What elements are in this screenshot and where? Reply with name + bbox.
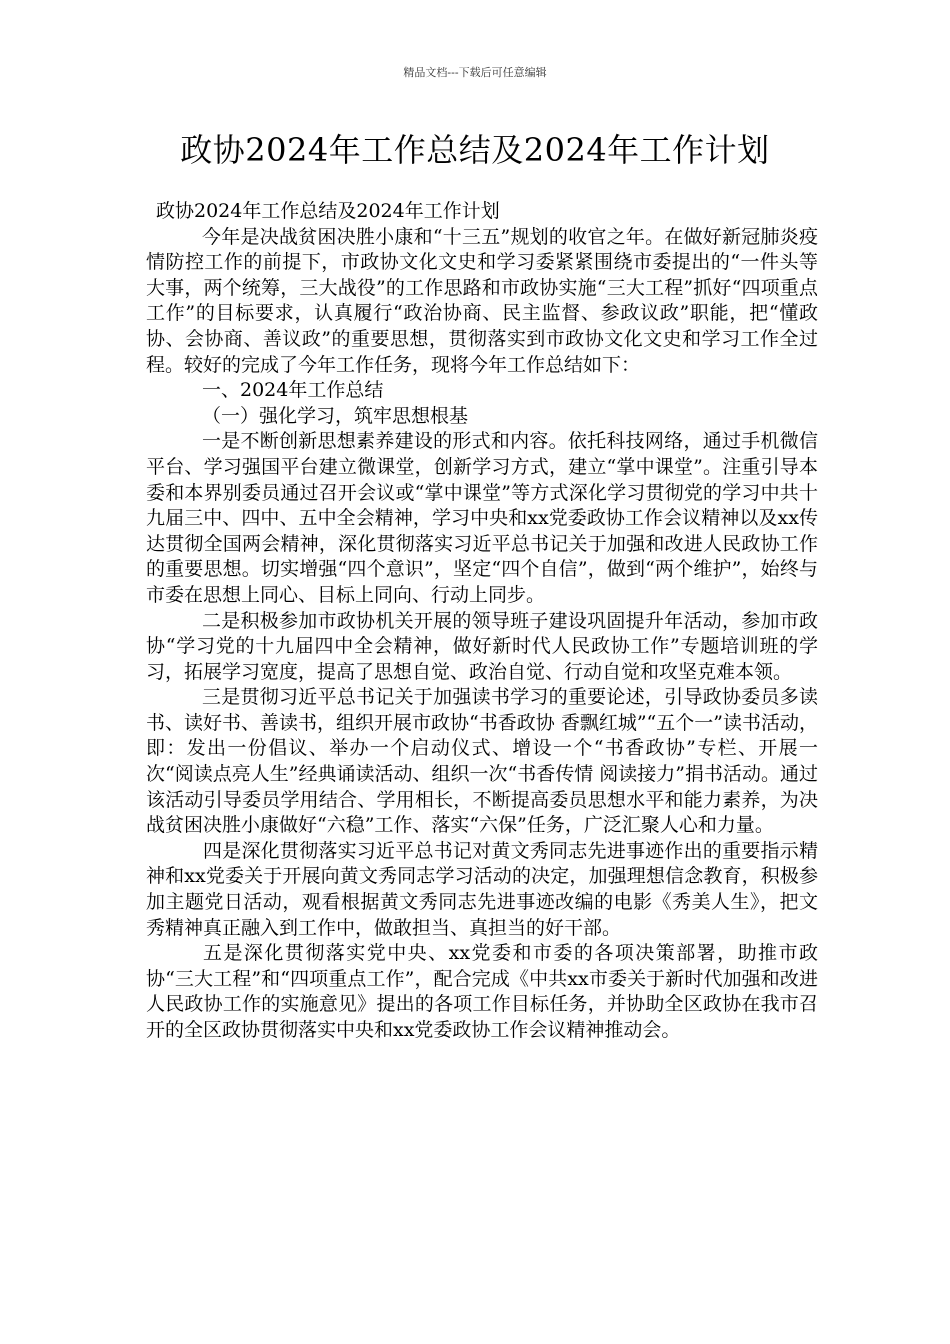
paragraph-item-5: 五是深化贯彻落实党中央、xx党委和市委的各项决策部署，助推市政协“三大工程”和“四项重点工作”，配合完成《中共xx市委关于新时代加强和改进人民政协工作的实施意见》提出的各项工作目标任务，并协助全区政协在我市召开的全区政协贯彻落实中央和xx党委政协工作会议精神推动会。	[146, 942, 818, 1041]
header-note: 精品文档---下载后可任意编辑	[403, 66, 547, 79]
paragraph-item-3: 三是贯彻习近平总书记关于加强读书学习的重要论述，引导政协委员多读书、读好书、善读书，组织开展市政协“书香政协 香飘红城”“五个一”读书活动，即：发出一份倡议、举办一个启动仪式、增设一个“书香政协”专栏、开展一次“阅读点亮人生”经典诵读活动、组织一次“书香传情 阅读接力”捐书活动。通过该活动引导委员学用结合、学用相长，不断提高委员思想水平和能力素养，为决战贫困决胜小康做好“六稳”工作、落实“六保”任务，广泛汇聚人心和力量。	[146, 686, 818, 837]
subsection-heading: （一）强化学习，筑牢思想根基	[202, 404, 469, 427]
paragraph-item-4: 四是深化贯彻落实习近平总书记对黄文秀同志先进事迹作出的重要指示精神和xx党委关于开展向黄文秀同志学习活动的决定，加强理想信念教育，积极参加主题党日活动，观看根据黄文秀同志先进事迹改编的电影《秀美人生》，把文秀精神真正融入到工作中，做敢担当、真担当的好干部。	[146, 839, 818, 939]
paragraph-item-1: 一是不断创新思想素养建设的形式和内容。依托科技网络，通过手机微信平台、学习强国平台建立微课堂，创新学习方式，建立“掌中课堂”。注重引导本委和本界别委员通过召开会议或“掌中课堂”等方式深化学习贯彻党的学习中共十九届三中、四中、五中全会精神，学习中央和xx党委政协工作会议精神以及xx传达贯彻全国两会精神，深化贯彻落实习近平总书记关于加强和改进人民政协工作的重要思想。切实增强“四个意识”，坚定“四个自信”，做到“两个维护”，始终与市委在思想上同心、目标上同向、行动上同步。	[146, 430, 818, 606]
document-body	[146, 199, 818, 1044]
page-title: 政协2024年工作总结及2024年工作计划	[180, 131, 770, 169]
document-subtitle: 政协2024年工作总结及2024年工作计划	[156, 200, 500, 222]
paragraph-intro: 今年是决战贫困决胜小康和“十三五”规划的收官之年。在做好新冠肺炎疫情防控工作的前提下，市政协文化文史和学习委紧紧围绕市委提出的“一件头等大事，两个统筹，三大战役”的工作思路和市政协实施“三大工程”抓好“四项重点工作”的目标要求，认真履行“政治协商、民主监督、参政议政”职能，把“懂政协、会协商、善议政”的重要思想，贯彻落实到市政协文化文史和学习工作全过程。较好的完成了今年工作任务，现将今年工作总结如下：	[146, 225, 818, 376]
paragraph-item-2: 二是积极参加市政协机关开展的领导班子建设巩固提升年活动，参加市政协“学习党的十九届四中全会精神，做好新时代人民政协工作”专题培训班的学习，拓展学习宽度，提高了思想自觉、政治自觉、行动自觉和攻坚克难本领。	[146, 609, 818, 683]
section-heading: 一、2024年工作总结	[202, 379, 384, 402]
